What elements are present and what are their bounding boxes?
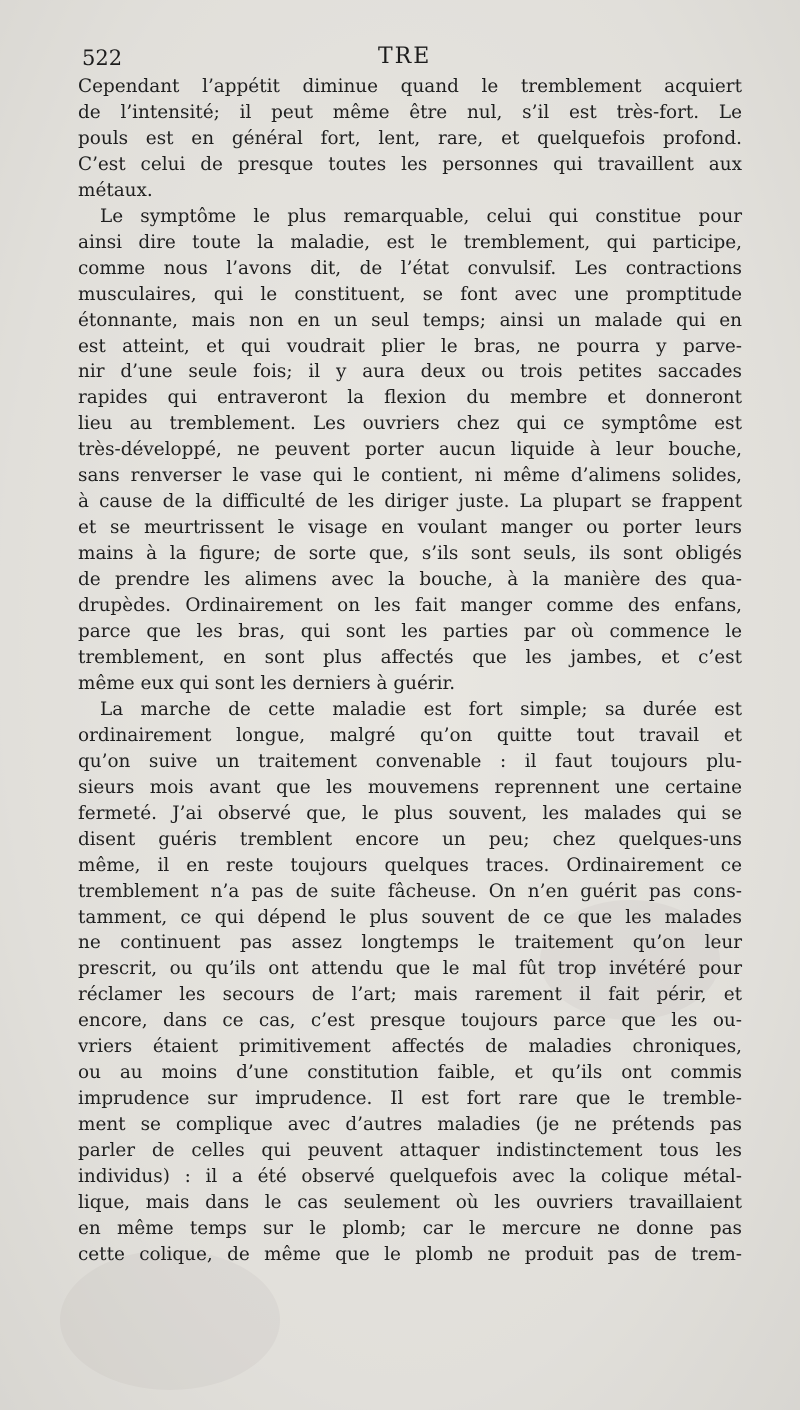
text-line: très-développé, ne peuvent porter aucun liquide à leur bouche, (78, 439, 742, 461)
text-line: métaux. (78, 179, 153, 201)
text-line: Le symptôme le plus remarquable, celui qui constitue pour (100, 205, 742, 227)
page-number: 522 (82, 46, 123, 70)
text-line: lique, mais dans le cas seulement où les ouvriers travaillaient (78, 1191, 742, 1213)
text-line: parce que les bras, qui sont les parties par où commence le (78, 621, 742, 643)
text-line: rapides qui entraveront la flexion du membre et donneront (78, 387, 742, 409)
text-line: encore, dans ce cas, c’est presque toujours parce que les ou- (78, 1010, 742, 1032)
text-line: à cause de la difficulté de les diriger juste. La plupart se frappent (78, 491, 742, 513)
text-line: tremblement, en sont plus affectés que les jambes, et c’est (78, 646, 742, 668)
text-line: drupèdes. Ordinairement on les fait manger comme des enfans, (78, 595, 742, 617)
text-line: prescrit, ou qu’ils ont attendu que le mal fût trop invétéré pour (78, 958, 742, 980)
text-line: parler de celles qui peuvent attaquer indistinctement tous les (78, 1140, 742, 1162)
text-line: est atteint, et qui voudrait plier le bras, ne pourra y parve- (78, 335, 742, 357)
text-line: tremblement n’a pas de suite fâcheuse. On n’en guérit pas cons- (78, 880, 742, 902)
text-line: sieurs mois avant que les mouvemens reprennent une certaine (78, 776, 742, 798)
text-line: de prendre les alimens avec la bouche, à la manière des qua- (78, 569, 742, 591)
text-line: musculaires, qui le constituent, se font avec une promptitude (78, 283, 742, 305)
text-line: ou au moins d’une constitution faible, et qu’ils ont commis (78, 1062, 742, 1084)
text-line: C’est celui de presque toutes les personnes qui travaillent aux (78, 153, 742, 175)
text-line: La marche de cette maladie est fort simple; sa durée est (100, 698, 742, 720)
text-line: ordinairement longue, malgré qu’on quitte tout travail et (78, 724, 742, 746)
text-line: individus) : il a été observé quelquefois avec la colique métal- (78, 1166, 742, 1188)
text-line: de l’intensité; il peut même être nul, s’il est très-fort. Le (78, 101, 742, 123)
text-line: ainsi dire toute la maladie, est le tremblement, qui participe, (78, 231, 742, 253)
text-line: sans renverser le vase qui le contient, ni même d’alimens solides, (78, 465, 742, 487)
text-line: même eux qui sont les derniers à guérir. (78, 672, 456, 694)
running-head: TRE (378, 44, 432, 69)
text-line: Cependant l’appétit diminue quand le tremblement acquiert (78, 76, 742, 97)
text-line: comme nous l’avons dit, de l’état convulsif. Les contractions (78, 257, 742, 279)
text-line: vriers étaient primitivement affectés de maladies chroniques, (78, 1036, 742, 1058)
text-line: ne continuent pas assez longtemps le traitement qu’on leur (78, 932, 742, 954)
text-line: fermeté. J’ai observé que, le plus souvent, les malades qui se (78, 802, 742, 824)
body-text (78, 74, 742, 1268)
text-line: tamment, ce qui dépend le plus souvent de ce que les malades (78, 906, 742, 928)
text-line: et se meurtrissent le visage en voulant manger ou porter leurs (78, 517, 742, 539)
text-line: imprudence sur imprudence. Il est fort rare que le tremble- (78, 1088, 742, 1110)
text-line: en même temps sur le plomb; car le mercure ne donne pas (78, 1217, 742, 1239)
text-line: ment se complique avec d’autres maladies (je ne prétends pas (78, 1114, 742, 1136)
paper-stain (60, 1250, 280, 1390)
text-line: même, il en reste toujours quelques traces. Ordinairement ce (78, 854, 742, 876)
text-line: pouls est en général fort, lent, rare, et quelquefois profond. (78, 127, 742, 149)
text-line: disent guéris tremblent encore un peu; chez quelques-uns (78, 828, 742, 850)
text-line: réclamer les secours de l’art; mais rarement il fait périr, et (78, 984, 742, 1006)
text-line: qu’on suive un traitement convenable : il faut toujours plu- (78, 750, 742, 772)
text-line: cette colique, de même que le plomb ne produit pas de trem- (78, 1243, 742, 1265)
text-line: lieu au tremblement. Les ouvriers chez qui ce symptôme est (78, 413, 742, 435)
text-line: étonnante, mais non en un seul temps; ainsi un malade qui en (78, 309, 742, 331)
text-line: nir d’une seule fois; il y aura deux ou trois petites saccades (78, 361, 742, 383)
text-line: mains à la figure; de sorte que, s’ils sont seuls, ils sont obligés (78, 543, 742, 565)
